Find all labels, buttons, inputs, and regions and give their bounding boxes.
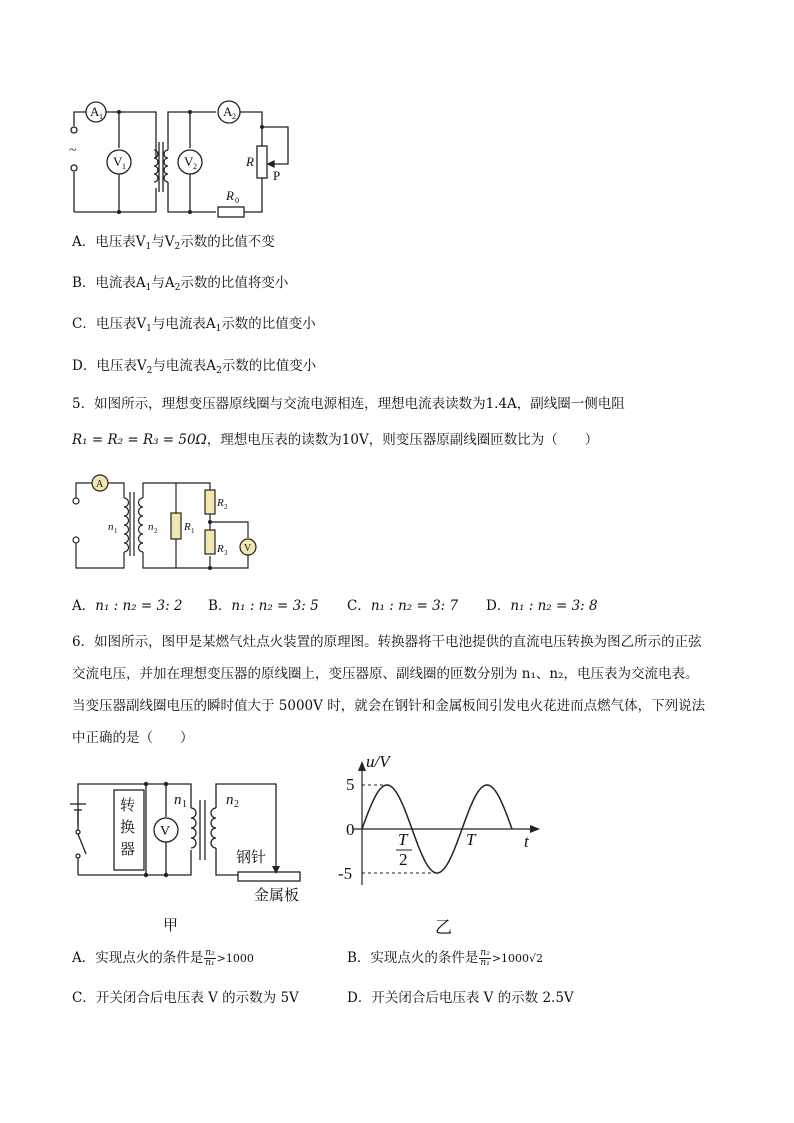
q4-circuit-diagram: [66, 96, 306, 221]
resistor-r1-label: R: [184, 521, 191, 533]
svg-text:0: 0: [235, 196, 239, 205]
svg-text:1: 1: [114, 527, 118, 535]
q6-option-d[interactable]: D．开关闭合后电压表 V 的示数 2.5V: [347, 990, 574, 1006]
ratio-fraction: $\frac{\text{n₂}}{\text{n₁}}$: [205, 948, 215, 968]
converter-label-3: 器: [120, 842, 136, 858]
resistor-r2-label: R: [217, 497, 224, 509]
svg-text:1: 1: [122, 162, 126, 171]
y-axis-arrow: [358, 761, 366, 771]
x-axis-label: t: [524, 832, 529, 851]
ac-source-symbol: ~: [69, 143, 77, 158]
metal-plate-label: 金属板: [254, 888, 300, 904]
converter-label-2: 换: [120, 820, 136, 836]
voltmeter-label: V: [244, 543, 252, 554]
voltmeter-label: V: [160, 824, 171, 839]
primary-coil-n1-label: n: [174, 792, 182, 808]
x-axis-arrow: [530, 825, 540, 833]
q5-option-c[interactable]: C．n₁ : n₂ = 3: 7: [347, 598, 459, 614]
q6-option-c[interactable]: C．开关闭合后电压表 V 的示数为 5V: [72, 990, 299, 1006]
q6-stem-line1: 6．如图所示，图甲是某燃气灶点火装置的原理图。转换器将干电池提供的直流电压转换为图乙所示的正弦: [72, 634, 702, 650]
resistor-r0-label: R: [226, 188, 234, 203]
q6-figure-b-sine-chart: [330, 755, 550, 940]
voltmeter-v1-label: V: [113, 154, 123, 169]
q5-circuit-diagram: [66, 468, 266, 578]
x-tick-t: T: [466, 830, 476, 849]
q6-figure-a-ignition-circuit: [66, 770, 326, 940]
q6-option-b[interactable]: B．实现点火的条件是 $\frac{\text{n₂}}{\text{n₁}}$ >1000√2: [347, 948, 544, 968]
figure-a-caption: 甲: [163, 918, 179, 934]
ammeter-a2-label: A: [223, 104, 233, 119]
q6-option-a[interactable]: A．实现点火的条件是 $\frac{\text{n₂}}{\text{n₁}}$ >1000: [72, 948, 254, 968]
q5-option-d[interactable]: D．n₁ : n₂ = 3: 8: [486, 598, 598, 614]
y-tick-0: 0: [346, 820, 355, 839]
svg-text:2: 2: [224, 503, 228, 511]
ammeter-a1-label: A: [90, 104, 100, 119]
svg-text:2: 2: [232, 112, 236, 121]
figure-b-caption: 乙: [435, 918, 452, 937]
y-tick-5: 5: [346, 775, 355, 794]
secondary-coil-n2-label: n: [226, 792, 234, 808]
resistor-r-label: R: [246, 154, 254, 169]
y-tick-neg5: -5: [338, 864, 353, 883]
ammeter-label: A: [96, 479, 104, 490]
q6-stem-line4: 中正确的是（ ）: [72, 730, 194, 746]
q5-stem-line1: 5．如图所示，理想变压器原线圈与交流电源相连，理想电流表读数为1.4A，副线圈一侧电阻: [72, 396, 625, 412]
svg-text:2: 2: [193, 162, 197, 171]
y-axis-label: u/V: [366, 755, 390, 771]
q6-stem-line2: 交流电压，并加在理想变压器的原线圈上，变压器原、副线圈的匝数分别为 n₁、n₂，电压表为交流电表。: [72, 666, 699, 682]
q4-option-a[interactable]: A．电压表$V_1$与$V_2$示数的比值不变: [72, 234, 275, 252]
svg-text:1: 1: [99, 112, 103, 121]
ratio-fraction: $\frac{\text{n₂}}{\text{n₁}}$: [480, 948, 490, 968]
primary-coil-n1-label: n: [108, 521, 114, 533]
svg-text:2: 2: [234, 799, 239, 810]
resistor-r3-label: R: [217, 543, 224, 555]
voltmeter-v2-label: V: [184, 154, 194, 169]
q4-option-c[interactable]: C．电压表$V_1$与电流表$A_1$示数的比值变小: [72, 316, 316, 334]
converter-label-1: 转: [120, 798, 136, 814]
steel-needle-label: 钢针: [236, 850, 267, 866]
secondary-coil-n2-label: n: [148, 521, 154, 533]
x-tick-t-half-num: T: [398, 830, 408, 849]
svg-text:2: 2: [154, 527, 158, 535]
q5-stem-line2: R₁ = R₂ = R₃ = 50Ω，理想电压表的读数为10V，则变压器原副线圈匝数比为（ ）: [72, 432, 599, 448]
slider-p-label: P: [273, 168, 281, 183]
x-tick-t-half-den: 2: [399, 850, 408, 869]
svg-text:1: 1: [191, 527, 195, 535]
q4-option-d[interactable]: D．电压表$V_2$与电流表$A_2$示数的比值变小: [72, 358, 317, 376]
q4-option-b[interactable]: B．电流表$A_1$与$A_2$示数的比值将变小: [72, 275, 289, 293]
q6-stem-line3: 当变压器副线圈电压的瞬时值大于 5000V 时，就会在钢针和金属板间引发电火花进而点燃气体，下列说法: [72, 698, 706, 714]
q5-option-b[interactable]: B．n₁ : n₂ = 3: 5: [208, 598, 319, 614]
q5-resistance-equation: R₁ = R₂ = R₃ = 50Ω: [72, 432, 207, 448]
q5-option-a[interactable]: A．n₁ : n₂ = 3: 2: [72, 598, 183, 614]
svg-text:3: 3: [224, 549, 228, 557]
svg-text:1: 1: [182, 799, 187, 810]
